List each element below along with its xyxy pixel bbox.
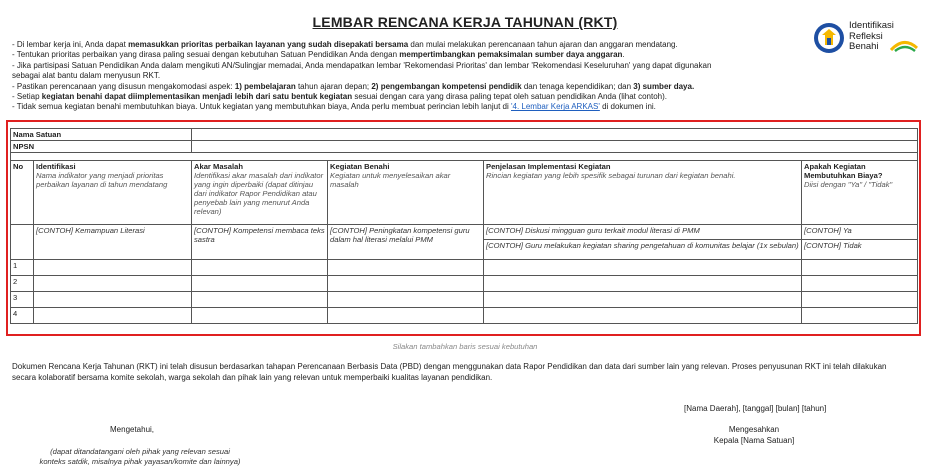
column-header-row — [11, 161, 918, 225]
col-header-no: No — [11, 161, 34, 225]
instruction-line: - Di lembar kerja ini, Anda dapat memasukkan prioritas perbaikan layanan yang sudah disepakati bersama dan mulai melakukan perencanaan tahun ajaran dan anggaran mendatang. — [12, 40, 678, 49]
table-row — [11, 308, 918, 324]
mengetahui-label: Mengetahui, — [110, 425, 155, 434]
example-implementasi-2[interactable]: [CONTOH] Guru melakukan kegiatan sharing pengetahuan di komunitas belajar (1x sebulan) — [484, 240, 802, 260]
example-akar-masalah[interactable]: [CONTOH] Kompetensi membaca teks sastra — [192, 225, 328, 260]
col-header-identifikasi: Identifikasi Nama indikator yang menjadi prioritas perbaikan layanan di tahun mendatang — [34, 161, 192, 225]
logo — [811, 20, 921, 56]
col-header-biaya: Apakah Kegiatan Membutuhkan Biaya? Diisi dengan "Ya" / "Tidak" — [802, 161, 918, 225]
rkt-statement: Dokumen Rencana Kerja Tahunan (RKT) ini telah disusun berdasarkan tahapan Perencanaan Berbasis Data (PBD) dengan menggunakan data Rapor Pendidikan dan data dari sumber lain yang relevan. Proses penyusunan RKT ini telah dilakukan secara kolaboratif bersama komite sekolah, warga sekolah dan pihak lain yang relevan untuk memperbaiki kualitas layanan pendidikan. — [12, 362, 887, 382]
logo-line-identifikasi: Identifikasi — [849, 20, 894, 31]
mengesahkan-block — [704, 425, 804, 446]
row-number: 4 — [11, 308, 34, 324]
logo-line-benahi: Benahi — [849, 41, 879, 52]
table-row — [11, 276, 918, 292]
col-header-implementasi: Penjelasan Implementasi Kegiatan Rincian kegiatan yang lebih spesifik sebagai turunan dari kegiatan benahi. — [484, 161, 802, 225]
rkt-table — [10, 128, 918, 324]
npsn-label: NPSN — [11, 141, 192, 153]
nama-satuan-label: Nama Satuan — [11, 129, 192, 141]
col-header-akar-masalah: Akar Masalah Identifikasi akar masalah dari indikator yang ingin diperbaiki (dapat ditinjau dari indikator Rapor Pendidikan atau penyebab lain yang menurut Anda relevan) — [192, 161, 328, 225]
example-no-cell[interactable] — [11, 225, 34, 260]
add-rows-note: Silakan tambahkan baris sesuai kebutuhan — [392, 342, 538, 351]
nama-satuan-value[interactable] — [192, 129, 918, 141]
row-number: 2 — [11, 276, 34, 292]
instruction-line: - Pastikan perencanaan yang disusun mengakomodasi aspek: 1) pembelajaran tahun ajaran depan; 2) pengembangan kompetensi pendidik dan tenaga kependidikan; dan 3) sumber daya. — [12, 81, 695, 91]
logo-line-refleksi: Refleksi — [849, 30, 883, 42]
nama-satuan-row — [11, 129, 918, 141]
document-title: LEMBAR RENCANA KERJA TAHUNAN (RKT) — [312, 14, 618, 30]
npsn-row — [11, 141, 918, 153]
npsn-value[interactable] — [192, 141, 918, 153]
instructions — [12, 40, 802, 113]
example-biaya-1[interactable]: [CONTOH] Ya — [802, 225, 918, 240]
example-kegiatan[interactable]: [CONTOH] Peningkatan kompetensi guru dalam hal literasi melalui PMM — [328, 225, 484, 260]
kepala-label: Kepala [Nama Satuan] — [713, 435, 795, 445]
signature-date-line: [Nama Daerah], [tanggal] [bulan] [tahun] — [684, 404, 827, 413]
example-identifikasi[interactable]: [CONTOH] Kemampuan Literasi — [34, 225, 192, 260]
logo-swoosh-icon — [889, 38, 919, 52]
example-biaya-2[interactable]: [CONTOH] Tidak — [802, 240, 918, 260]
instruction-line: - Tentukan prioritas perbaikan yang dirasa paling sesuai dengan kebutuhan Satuan Pendidikan Anda dengan mempertimbangkan pemaksimalan sumber daya anggaran. — [12, 50, 625, 60]
col-header-kegiatan-benahi: Kegiatan Benahi Kegiatan untuk menyelesaikan akar masalah — [328, 161, 484, 225]
example-implementasi-1[interactable]: [CONTOH] Diskusi mingguan guru terkait modul literasi di PMM — [484, 225, 802, 240]
row-number: 1 — [11, 260, 34, 276]
example-row — [11, 225, 918, 240]
instruction-line: sebagai alat bantu dalam menyusun RKT. — [12, 71, 161, 81]
instruction-line: - Jika partisipasi Satuan Pendidikan Anda dalam mengikuti AN/Sulingjar memadai, Anda mendapatkan lembar 'Rekomendasi Prioritas' dan lembar 'Rekomendasi Keseluruhan' yang dapat digunakan — [12, 60, 712, 70]
logo-emblem-icon — [813, 22, 845, 54]
signature-note: (dapat ditandatangani oleh pihak yang relevan sesuai konteks satdik, misalnya pihak yayasan/komite dan lainnya) — [39, 447, 241, 466]
table-row — [11, 260, 918, 276]
instruction-line: - Setiap kegiatan benahi dapat diimplementasikan menjadi lebih dari satu bentuk kegiatan sesuai dengan cara yang dirasa paling tepat oleh satuan pendidikan Anda (lihat contoh). — [12, 92, 667, 102]
logo-text — [849, 21, 894, 53]
row-number: 3 — [11, 292, 34, 308]
table-row — [11, 292, 918, 308]
arkas-sheet-link[interactable]: '4. Lembar Kerja ARKAS' — [510, 102, 600, 112]
instruction-line: - Tidak semua kegiatan benahi membutuhkan biaya. Untuk kegiatan yang membutuhkan biaya, Anda perlu membuat perincian lebih lanjut di '4. Lembar Kerja ARKAS' di dokumen ini. — [12, 102, 656, 112]
mengesahkan-label: Mengesahkan — [728, 425, 780, 434]
